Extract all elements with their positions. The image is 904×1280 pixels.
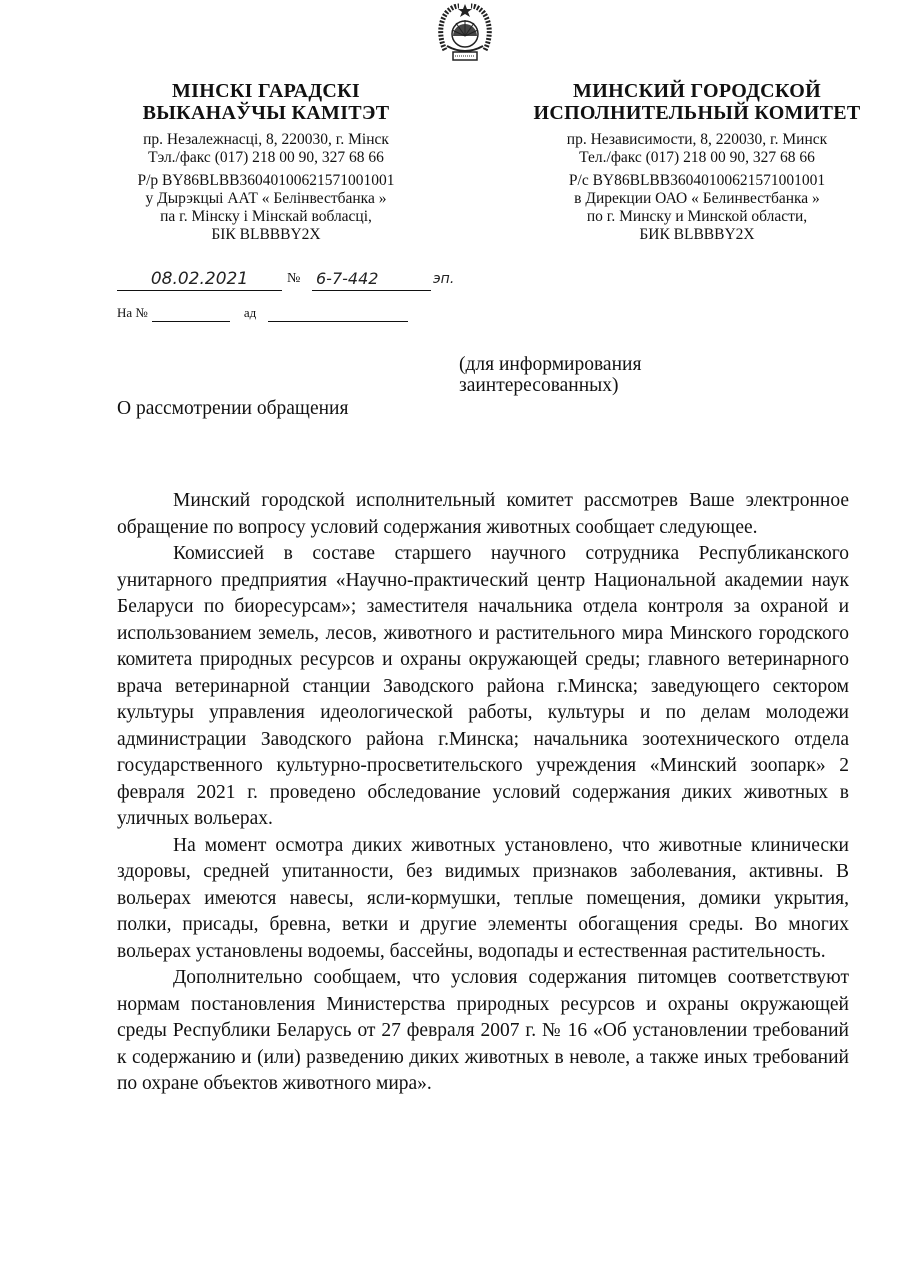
bank-name: у Дырэкцыі ААТ « Белінвестбанка »: [145, 190, 387, 207]
org-address: пр. Незалежнасці, 8, 220030, г. Мінск: [143, 131, 389, 148]
registration-date: 08.02.2021: [117, 268, 282, 291]
body-paragraph: На момент осмотра диких животных установлено, что животные клинически здоровы, средней упитанности, без видимых признаков заболевания, активны. В вольерах имеются навесы, ясли-кормушки, теплые помещения, домики укрытия, полки, присады, бревна, ветки и другие элементы обогащения среды. Во многих вольерах установлены водоемы, бассейны, водопады и естественная растительность.: [117, 834, 849, 962]
addressee-line2: заинтересованных): [459, 375, 619, 396]
addressee: [459, 354, 641, 396]
letterhead-belarusian: [108, 80, 424, 244]
bank-region: па г. Мінску і Мінскай вобласці,: [160, 208, 372, 225]
bank-bic: БИК BLBBBY2X: [639, 226, 755, 243]
bank-account: Р/р BY86BLBB36040100621571001001: [137, 172, 395, 189]
reply-reference: [117, 305, 408, 322]
letter-subject: О рассмотрении обращения: [117, 398, 349, 419]
reply-from-label: ад: [243, 305, 257, 320]
body-paragraph: Комиссией в составе старшего научного сотрудника Республиканского унитарного предприятия «Научно-практический центр Национальной академии наук Беларуси по биоресурсам»; заместителя начальника отдела контроля за охраной и использованием земель, лесов, животного и растительного мира Минского городского комитета природных ресурсов и охраны окружающей среды; главного ветеринарного врача ветеринарной станции Заводского района г.Минска; заведующего сектором культуры управления идеологической работы, культуры и по делам молодежи администрации Заводского района г.Минска; начальника зоотехнического отдела государственного культурно-просветительского учреждения «Минский зоопарк» 2 февраля 2021 г. проведено обследование условий содержания диких животных в уличных вольерах.: [117, 543, 849, 829]
reply-number-blank: [152, 305, 230, 322]
letterhead-russian: [522, 80, 872, 244]
org-name-line1: МИНСКИЙ ГОРОДСКОЙ: [573, 80, 821, 102]
reply-date-blank: [268, 305, 408, 322]
registration-number: 6-7-442: [312, 268, 431, 291]
body-paragraph: Дополнительно сообщаем, что условия содержания питомцев соответствуют нормам постановления Министерства природных ресурсов и охраны окружающей среды Республики Беларусь от 27 февраля 2007 г. № 16 «Об установлении требований к содержанию и (или) разведению диких животных в неволе, а также иных требований по охране объектов животного мира».: [117, 967, 849, 1094]
org-name-line2: ВЫКАНАЎЧЫ КАМІТЭТ: [142, 102, 390, 124]
registration-suffix: эп.: [433, 271, 455, 287]
org-phone: Тел./факс (017) 218 00 90, 327 68 66: [579, 149, 815, 166]
bank-name: в Дирекции ОАО « Белинвестбанка »: [574, 190, 820, 207]
org-phone: Тэл./факс (017) 218 00 90, 327 68 66: [148, 149, 384, 166]
org-address: пр. Независимости, 8, 220030, г. Минск: [566, 131, 828, 148]
bank-account: Р/с BY86BLBB36040100621571001001: [568, 172, 826, 189]
number-sign: №: [287, 271, 301, 286]
letter-body: [117, 488, 849, 1098]
reply-number-label: На №: [117, 305, 148, 320]
addressee-line1: (для информирования: [459, 354, 642, 375]
org-name-line1: МІНСКІ ГАРАДСКІ: [171, 80, 361, 102]
belarus-coat-of-arms-icon: [437, 2, 493, 64]
registration-line: [117, 268, 462, 294]
body-paragraph: Минский городской исполнительный комитет рассмотрев Ваше электронное обращение по вопросу условий содержания животных сообщает следующее.: [117, 490, 849, 538]
bank-bic: БІК BLBBBY2X: [211, 226, 321, 243]
org-name-line2: ИСПОЛНИТЕЛЬНЫЙ КОМИТЕТ: [533, 102, 861, 124]
bank-region: по г. Минску и Минской области,: [586, 208, 808, 225]
